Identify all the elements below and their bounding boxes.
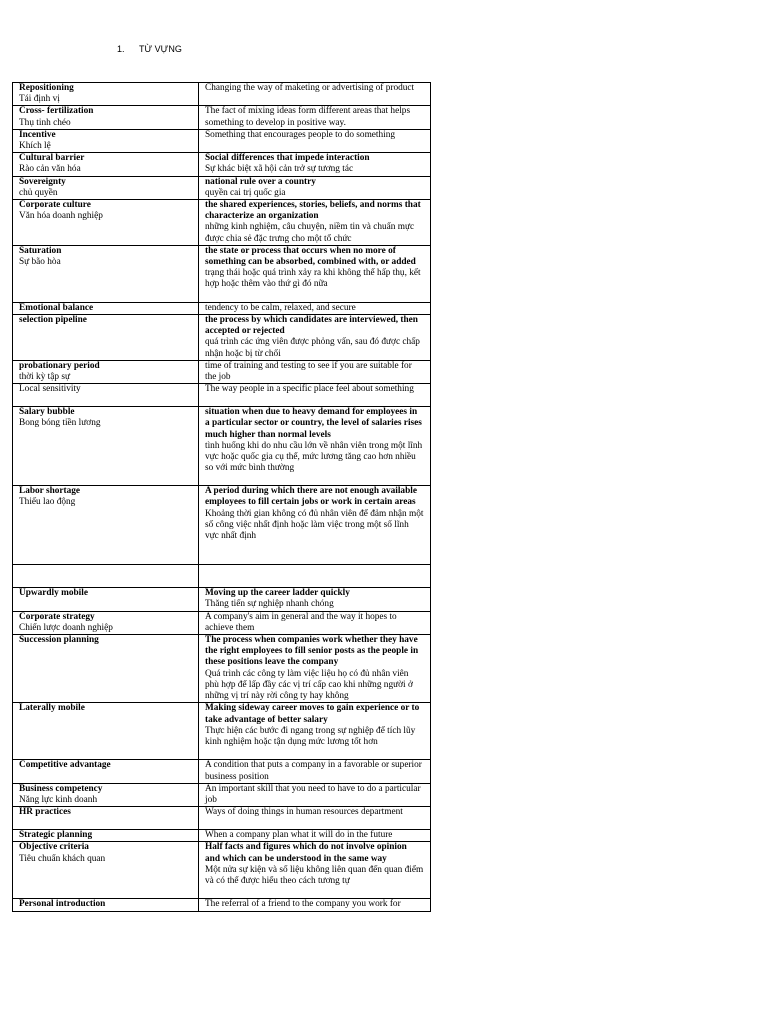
definition-cell: [199, 407, 431, 486]
term-cell: [13, 315, 199, 361]
definition-en: When a company plan what it will do in the future: [205, 830, 393, 841]
term-en: Local sensitivity: [19, 384, 81, 395]
definition-en: tendency to be calm, relaxed, and secure: [205, 302, 356, 313]
term-en: Cross- fertilization: [19, 106, 94, 117]
term-en: Competitive advantage: [19, 760, 111, 771]
term-cell: [13, 486, 199, 565]
vocabulary-table: [12, 82, 431, 912]
term-en: Cultural barrier: [19, 153, 85, 164]
table-row: [13, 360, 431, 383]
term-cell: [13, 635, 199, 703]
term-cell: [13, 384, 199, 407]
term-en: Sovereignty: [19, 176, 66, 187]
table-row: [13, 807, 431, 830]
definition-cell: [199, 783, 431, 806]
definition-cell: [199, 842, 431, 899]
term-cell: [13, 899, 199, 911]
term-en: Labor shortage: [19, 486, 81, 497]
definition-cell: [199, 200, 431, 246]
definition-en: situation when due to heavy demand for employees in a particular sector or country, the level of salaries rises much higher than normal levels: [205, 407, 422, 440]
term-cell: [13, 302, 199, 314]
table-row: [13, 200, 431, 246]
section-heading: [117, 44, 182, 54]
term-en: Emotional balance: [19, 302, 94, 313]
term-cell: [13, 83, 199, 106]
table-row: [13, 611, 431, 634]
term-vi: Sự bão hòa: [19, 257, 61, 268]
definition-en: Social differences that impede interaction: [205, 153, 370, 164]
spacer-row: [13, 565, 431, 588]
term-cell: [13, 703, 199, 760]
term-en: Corporate culture: [19, 200, 91, 211]
term-cell: [13, 830, 199, 842]
definition-cell: [199, 486, 431, 565]
definition-en: Ways of doing things in human resources department: [205, 807, 403, 818]
table-row: [13, 760, 431, 783]
term-en: Incentive: [19, 129, 56, 140]
definition-cell: [199, 176, 431, 199]
definition-en: The way people in a specific place feel about something: [205, 384, 414, 395]
definition-en: The fact of mixing ideas form different areas that helps something to develop in positive way.: [205, 106, 411, 128]
term-cell: [13, 360, 199, 383]
definition-cell: [199, 899, 431, 911]
term-en: Strategic planning: [19, 830, 93, 841]
table-row: [13, 384, 431, 407]
table-row: [13, 245, 431, 302]
term-vi: Khích lệ: [19, 141, 51, 152]
term-vi: Văn hóa doanh nghiệp: [19, 211, 103, 222]
term-cell: [13, 611, 199, 634]
term-cell: [13, 783, 199, 806]
definition-vi: trạng thái hoặc quá trình xảy ra khi không thể hấp thụ, kết hợp hoặc thêm vào thứ gì đó nữa: [205, 268, 421, 290]
section-number: 1.: [117, 44, 125, 54]
definition-cell: [199, 83, 431, 106]
term-en: Laterally mobile: [19, 703, 85, 714]
table-row: [13, 635, 431, 703]
definition-vi: Thăng tiến sự nghiệp nhanh chóng: [205, 599, 334, 610]
definition-cell: [199, 588, 431, 611]
term-vi: thời kỳ tập sự: [19, 372, 71, 383]
definition-en: national rule over a country: [205, 176, 316, 187]
table-row: [13, 83, 431, 106]
term-cell: [13, 153, 199, 176]
vocabulary-table-body: [13, 83, 431, 912]
term-vi: Rào cản văn hóa: [19, 164, 81, 175]
term-vi: Tiêu chuẩn khách quan: [19, 853, 106, 864]
term-en: Corporate strategy: [19, 611, 95, 622]
definition-cell: [199, 106, 431, 129]
definition-en: The referral of a friend to the company you work for: [205, 899, 401, 910]
definition-cell: [199, 384, 431, 407]
term-vi: Thụ tinh chéo: [19, 117, 71, 128]
term-cell: [13, 129, 199, 152]
term-vi: Thiếu lao động: [19, 497, 76, 508]
definition-cell: [199, 315, 431, 361]
definition-cell: [199, 703, 431, 760]
definition-vi: Một nửa sự kiện và số liệu không liên quan đến quan điểm và có thể được hiểu theo cách tương tự: [205, 864, 424, 886]
term-vi: Năng lực kinh doanh: [19, 794, 98, 805]
term-cell: [13, 842, 199, 899]
table-row: [13, 302, 431, 314]
definition-vi: Thực hiện các bước đi ngang trong sự nghiệp để tích lũy kinh nghiệm hoặc tận dụng mức lương tốt hơn: [205, 725, 416, 747]
term-vi: chủ quyền: [19, 187, 58, 198]
table-row: [13, 176, 431, 199]
definition-en: Half facts and figures which do not involve opinion and which can be understood in the same way: [205, 842, 407, 864]
definition-en: the state or process that occurs when no more of something can be absorbed, combined with, or added: [205, 245, 416, 268]
term-cell: [13, 807, 199, 830]
table-row: [13, 106, 431, 129]
table-row: [13, 783, 431, 806]
term-en: probationary period: [19, 360, 100, 371]
definition-cell: [199, 635, 431, 703]
term-cell: [13, 588, 199, 611]
table-row: [13, 486, 431, 565]
term-cell: [13, 760, 199, 783]
definition-vi: những kinh nghiệm, câu chuyện, niềm tin và chuẩn mực được chia sẻ đặc trưng cho một tổ chức: [205, 222, 415, 244]
definition-cell: [199, 153, 431, 176]
term-en: HR practices: [19, 807, 71, 818]
definition-cell: [199, 830, 431, 842]
definition-cell: [199, 807, 431, 830]
table-row: [13, 588, 431, 611]
term-vi: Bong bóng tiền lương: [19, 418, 101, 429]
definition-cell: [199, 245, 431, 302]
table-row: [13, 129, 431, 152]
term-en: Saturation: [19, 245, 62, 256]
definition-cell: [199, 302, 431, 314]
term-cell: [13, 565, 199, 588]
term-en: selection pipeline: [19, 315, 87, 326]
definition-en: Changing the way of maketing or advertising of product: [205, 83, 415, 93]
definition-cell: [199, 565, 431, 588]
definition-cell: [199, 611, 431, 634]
definition-vi: quyền cai trị quốc gia: [205, 187, 286, 198]
definition-vi: tình huống khi do nhu cầu lớn về nhân viên trong một lĩnh vực hoặc quốc gia cụ thể, mức lương tăng cao hơn nhiều so với mức bình thường: [205, 440, 423, 474]
term-en: Succession planning: [19, 635, 99, 646]
definition-vi: quá trình các ứng viên được phỏng vấn, sau đó được chấp nhận hoặc bị từ chối: [205, 337, 420, 359]
term-en: Personal introduction: [19, 899, 106, 910]
table-row: [13, 407, 431, 486]
definition-cell: [199, 129, 431, 152]
term-en: Salary bubble: [19, 407, 75, 418]
definition-en: A condition that puts a company in a favorable or superior business position: [205, 760, 422, 782]
definition-en: the shared experiences, stories, beliefs, and norms that characterize an organization: [205, 200, 421, 222]
term-en: Repositioning: [19, 83, 74, 93]
definition-cell: [199, 760, 431, 783]
table-row: [13, 830, 431, 842]
definition-en: An important skill that you need to have to do a particular job: [205, 783, 421, 805]
term-cell: [13, 245, 199, 302]
definition-vi: Sự khác biệt xã hội cản trở sự tương tác: [205, 164, 354, 175]
term-cell: [13, 176, 199, 199]
term-cell: [13, 106, 199, 129]
term-vi: Chiến lược doanh nghiệp: [19, 622, 113, 633]
definition-cell: [199, 360, 431, 383]
term-vi: Tái định vị: [19, 94, 60, 105]
table-row: [13, 899, 431, 911]
definition-en: Making sideway career moves to gain experience or to take advantage of better salary: [205, 703, 420, 725]
term-cell: [13, 407, 199, 486]
term-en: Objective criteria: [19, 842, 89, 853]
table-row: [13, 153, 431, 176]
definition-vi: Khoảng thời gian không có đủ nhân viên để đảm nhận một số công việc nhất định hoặc làm việc trong một số lĩnh vực nhất định: [205, 508, 424, 542]
definition-en: Moving up the career ladder quickly: [205, 588, 350, 599]
table-row: [13, 703, 431, 760]
term-cell: [13, 200, 199, 246]
definition-en: Something that encourages people to do something: [205, 129, 396, 140]
definition-en: A company's aim in general and the way it hopes to achieve them: [205, 611, 397, 633]
definition-en: The process when companies work whether they have the right employees to fill senior posts as the people in these positions leave the company: [205, 635, 419, 668]
table-row: [13, 315, 431, 361]
section-title: TỪ VỰNG: [139, 44, 182, 54]
definition-en: the process by which candidates are interviewed, then accepted or rejected: [205, 315, 418, 337]
term-en: Business competency: [19, 783, 103, 794]
definition-vi: Quá trình các công ty làm việc liệu họ có đủ nhân viên phù hợp để lấp đầy các vị trí cấp cao khi những người ở những vị trí này rời công ty hay không: [205, 668, 413, 702]
definition-en: time of training and testing to see if you are suitable for the job: [205, 360, 412, 383]
definition-en: A period during which there are not enough available employees to fill certain jobs or work in certain areas: [205, 486, 417, 508]
table-row: [13, 842, 431, 899]
term-en: Upwardly mobile: [19, 588, 88, 599]
